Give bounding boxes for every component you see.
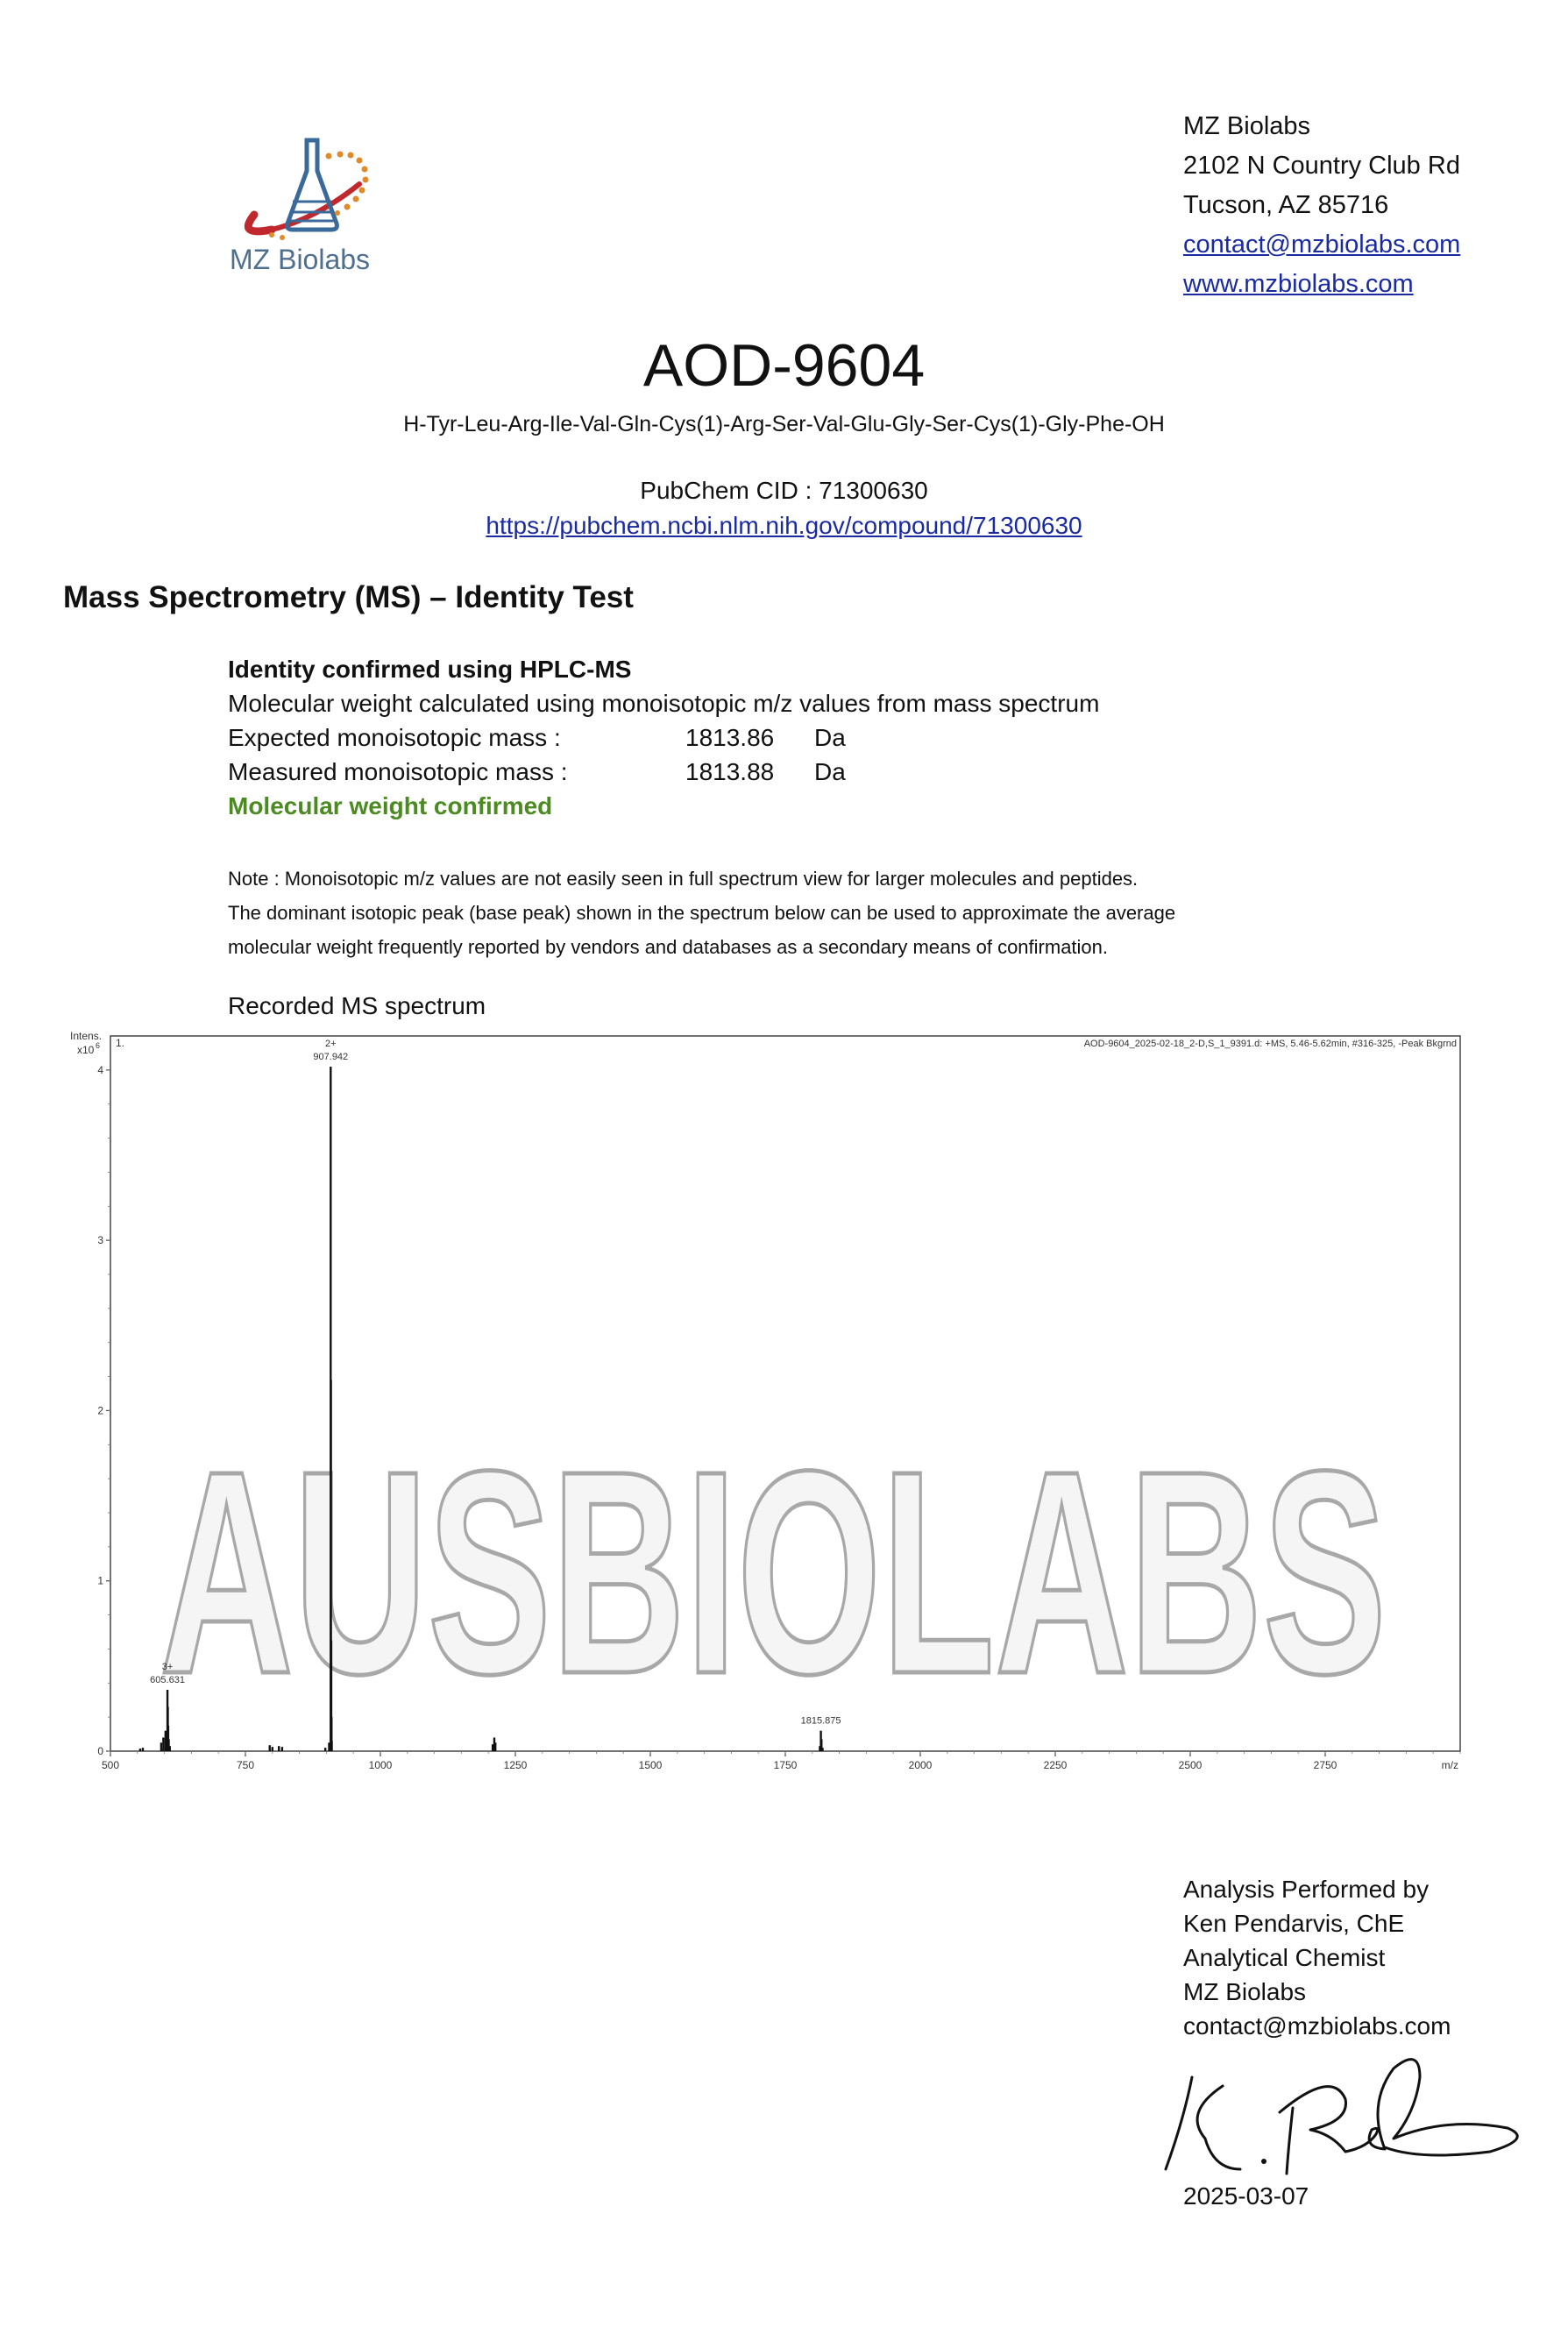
y-tick-label: 0 <box>97 1745 103 1757</box>
analyst-email: contact@mzbiolabs.com <box>1183 2012 1451 2040</box>
analyst-block <box>1183 1872 1451 2043</box>
measured-mass-unit: Da <box>814 758 846 785</box>
analyst-line1: Analysis Performed by <box>1183 1876 1430 1903</box>
peak-mz-label: 1815.875 <box>800 1715 841 1727</box>
analyst-name: Ken Pendarvis, ChE <box>1183 1910 1405 1937</box>
expected-mass-label: Expected monoisotopic mass : <box>228 724 561 751</box>
y-tick-label: 4 <box>97 1063 103 1076</box>
section-heading: Mass Spectrometry (MS) – Identity Test <box>63 580 634 614</box>
peak-charge-label: 2+ <box>325 1038 337 1049</box>
results-block <box>228 652 1099 823</box>
identity-line: Identity confirmed using HPLC-MS <box>228 656 632 683</box>
company-address <box>1183 107 1460 304</box>
product-title: AOD-9604 <box>642 332 926 399</box>
y-axis-label: Intens. <box>70 1030 103 1042</box>
ms-spectrum-chart <box>61 1024 1464 1777</box>
y-tick-label: 1 <box>97 1574 103 1587</box>
x-axis-label: m/z <box>1441 1759 1458 1771</box>
y-tick-label: 2 <box>97 1404 103 1417</box>
x-tick-label: 2000 <box>908 1759 933 1771</box>
address-line2: Tucson, AZ 85716 <box>1183 191 1389 219</box>
x-tick-label: 1750 <box>773 1759 798 1771</box>
pubchem-cid: PubChem CID : 71300630 <box>640 477 928 504</box>
analyst-title: Analytical Chemist <box>1183 1944 1386 1971</box>
x-tick-label: 1250 <box>503 1759 528 1771</box>
company-name: MZ Biolabs <box>1183 112 1311 140</box>
peak-mz-label: 907.942 <box>313 1051 349 1062</box>
y-tick-label: 3 <box>97 1234 103 1247</box>
measured-mass-row <box>228 755 1099 789</box>
company-email-link[interactable]: contact@mzbiolabs.com <box>1183 231 1461 259</box>
address-line1: 2102 N Country Club Rd <box>1183 152 1460 180</box>
note-line3: molecular weight frequently reported by vendors and databases as a secondary means of confirmation. <box>228 936 1109 958</box>
x-tick-label: 1000 <box>368 1759 393 1771</box>
x-tick-label: 2250 <box>1043 1759 1068 1771</box>
pubchem-link[interactable]: https://pubchem.ncbi.nlm.nih.gov/compound/71300630 <box>486 512 1082 539</box>
expected-mass-unit: Da <box>814 724 846 751</box>
note-line2: The dominant isotopic peak (base peak) shown in the spectrum below can be used to approximate the average <box>228 902 1176 924</box>
logo-text: MZ Biolabs <box>230 244 371 275</box>
note-block <box>228 862 1175 964</box>
note-line1: Note : Monoisotopic m/z values are not easily seen in full spectrum view for larger molecules and peptides. <box>228 868 1139 890</box>
measured-mass-label: Measured monoisotopic mass : <box>228 758 568 785</box>
x-tick-label: 1500 <box>638 1759 663 1771</box>
peak-charge-label: 3+ <box>161 1662 174 1673</box>
analyst-company: MZ Biolabs <box>1183 1978 1307 2005</box>
watermark-text: AUSBIOLABS <box>160 1410 1387 1734</box>
method-line: Molecular weight calculated using monoisotopic m/z values from mass spectrum <box>228 690 1100 717</box>
y-axis-unit: x10 <box>77 1044 95 1056</box>
x-tick-label: 750 <box>236 1759 255 1771</box>
x-tick-label: 500 <box>101 1759 120 1771</box>
company-website-link[interactable]: www.mzbiolabs.com <box>1183 270 1414 298</box>
signature-date: 2025-03-07 <box>1183 2182 1309 2210</box>
expected-mass-value: 1813.86 <box>685 724 775 751</box>
x-tick-label: 2500 <box>1178 1759 1203 1771</box>
peak-mz-label: 605.631 <box>150 1675 185 1686</box>
x-tick-label: 2750 <box>1313 1759 1337 1771</box>
spectrum-title: Recorded MS spectrum <box>228 992 486 1019</box>
panel-number: 1. <box>116 1037 125 1049</box>
measured-mass-value: 1813.88 <box>685 758 775 785</box>
signature-image <box>1157 2051 1525 2182</box>
y-axis-unit-exponent: 6 <box>96 1041 101 1050</box>
peptide-sequence: H-Tyr-Leu-Arg-Ile-Val-Gln-Cys(1)-Arg-Ser-Val-Glu-Gly-Ser-Cys(1)-Gly-Phe-OH <box>403 412 1165 436</box>
chart-title: AOD-9604_2025-02-18_2-D,S_1_9391.d: +MS, 5.46-5.62min, #316-325, -Peak Bkgrnd <box>1083 1039 1457 1049</box>
confirmation-text: Molecular weight confirmed <box>228 792 553 819</box>
expected-mass-row <box>228 720 1099 755</box>
